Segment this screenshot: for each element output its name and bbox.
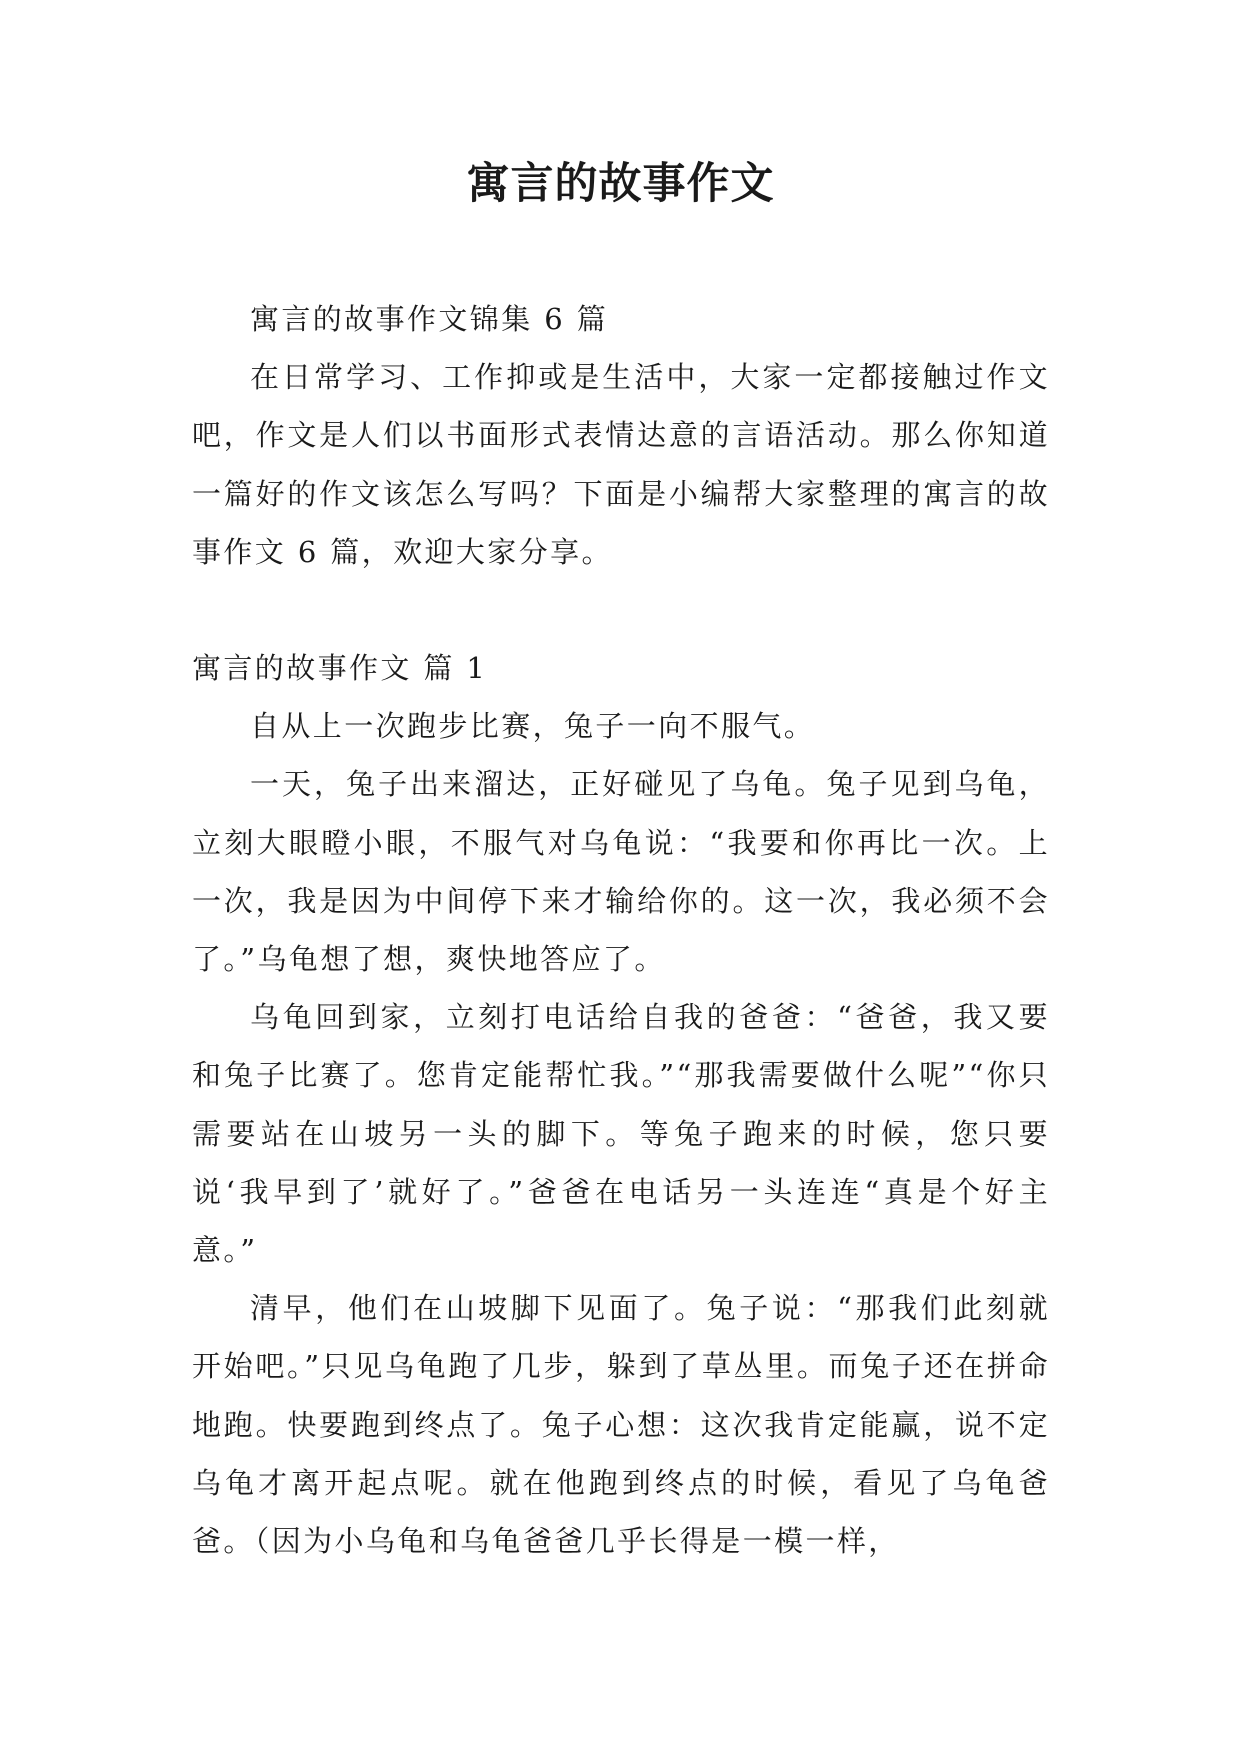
section-heading: 寓言的故事作文 篇 1	[192, 651, 488, 686]
intro-paragraph: 在日常学习、工作抑或是生活中，大家一定都接触过作文吧，作文是人们以书面形式表情达意的言语活动。那么你知道一篇好的作文该怎么写吗？下面是小编帮大家整理的寓言的故事作文 6 篇，欢迎大家分享。	[192, 360, 1050, 569]
body-paragraph-3: 乌龟回到家，立刻打电话给自我的爸爸：“爸爸，我又要和兔子比赛了。您肯定能帮忙我。”“那我需要做什么呢”“你只需要站在山坡另一头的脚下。等兔子跑来的时候，您只要说‘我早到了’就好了。”爸爸在电话另一头连连“真是个好主意。”	[192, 1000, 1050, 1268]
section-spacer	[192, 581, 1050, 639]
document-body	[192, 290, 1050, 1570]
body-paragraph-2: 一天，兔子出来溜达，正好碰见了乌龟。兔子见到乌龟，立刻大眼瞪小眼，不服气对乌龟说：“我要和你再比一次。上一次，我是因为中间停下来才输给你的。这一次，我必须不会了。”乌龟想了想，爽快地答应了。	[192, 767, 1050, 977]
body-paragraph-1: 自从上一次跑步比赛，兔子一向不服气。	[250, 709, 816, 744]
document-title: 寓言的故事作文	[466, 159, 775, 209]
document-subtitle: 寓言的故事作文锦集 6 篇	[250, 302, 609, 336]
body-paragraph-4: 清早，他们在山坡脚下见面了。兔子说：“那我们此刻就开始吧。”只见乌龟跑了几步，躲到了草丛里。而兔子还在拼命地跑。快要跑到终点了。兔子心想：这次我肯定能赢，说不定乌龟才离开起点呢。就在他跑到终点的时候，看见了乌龟爸爸。（因为小乌龟和乌龟爸爸几乎长得是一模一样，	[192, 1291, 1050, 1559]
